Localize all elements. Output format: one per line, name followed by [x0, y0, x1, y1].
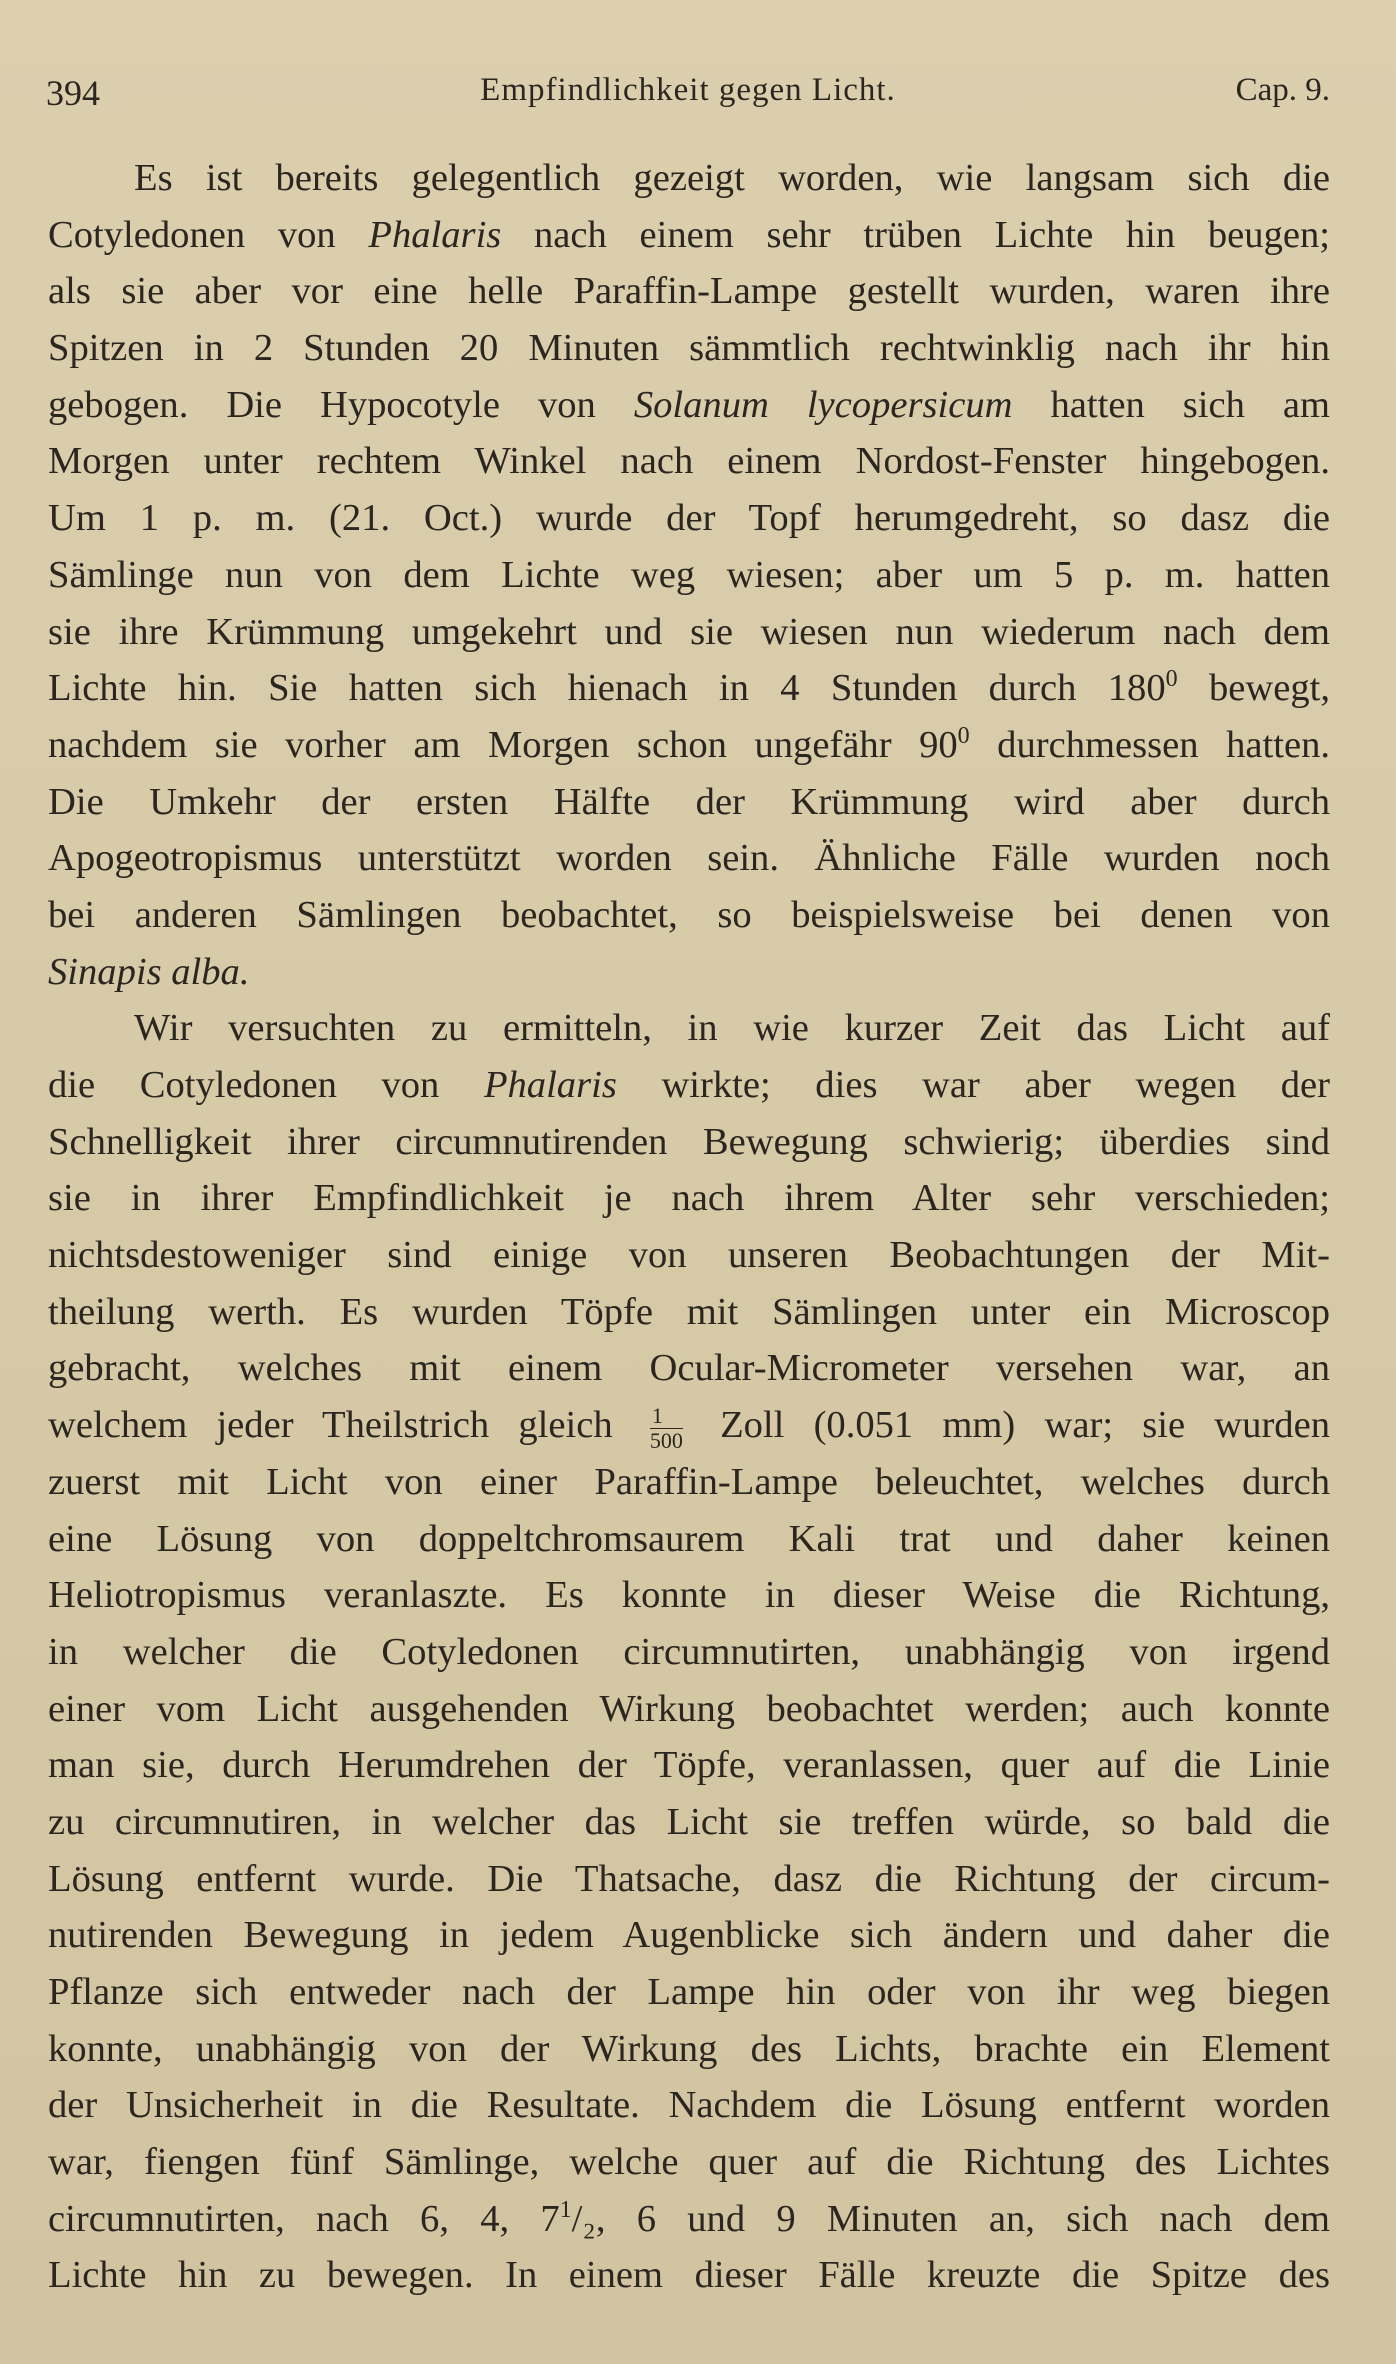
text-line	[48, 2077, 1330, 2134]
text-run: Die Umkehr der ersten Hälfte der Krümmung wird aber durch	[48, 780, 1330, 823]
text-run: durchmessen hatten.	[969, 723, 1330, 766]
text-line	[48, 1794, 1330, 1851]
text-line	[48, 320, 1330, 377]
text-line	[48, 1114, 1330, 1171]
text-run: bewegt,	[1177, 667, 1330, 710]
text-run: /₂, 6 und 9 Minuten an, sich nach dem	[571, 2197, 1330, 2240]
text-line	[48, 2247, 1330, 2304]
text-line	[48, 1964, 1330, 2021]
text-run: zuerst mit Licht von einer Paraffin-Lampe beleuchtet, welches durch	[48, 1460, 1330, 1503]
text-line	[48, 207, 1330, 264]
text-run: die Cotyledonen von	[48, 1064, 484, 1106]
text-line	[48, 1057, 1330, 1114]
text-line	[48, 774, 1330, 831]
text-run: als sie aber vor eine helle Paraffin-Lampe gestellt wurden, waren ihre	[48, 270, 1330, 313]
text-run: Schnelligkeit ihrer circumnutirenden Bewegung schwierig; überdies sind	[48, 1120, 1330, 1163]
text-run: Sämlinge nun von dem Lichte weg wiesen; aber um 5 p. m. hatten	[48, 553, 1330, 596]
text-run: wirkte; dies war aber wegen der	[616, 1064, 1330, 1106]
italic-term: Phalaris	[483, 1064, 617, 1106]
superscript: 0	[1165, 666, 1178, 693]
text-line	[48, 1000, 1330, 1057]
text-run: eine Lösung von doppeltchromsaurem Kali trat und daher keinen	[48, 1517, 1330, 1560]
text-run: nichtsdestoweniger sind einige von unseren Beobachtungen der Mit-	[48, 1234, 1330, 1277]
text-line	[48, 377, 1330, 434]
text-run: der Unsicherheit in die Resultate. Nachdem die Lösung entfernt worden	[48, 2084, 1330, 2127]
superscript: 1	[559, 2196, 572, 2223]
text-line	[48, 1907, 1330, 1964]
text-line	[48, 1624, 1330, 1681]
text-line	[48, 1227, 1330, 1284]
italic-term: Sinapis alba.	[48, 950, 250, 993]
fraction-denominator: 500	[649, 1427, 683, 1453]
text-run: Spitzen in 2 Stunden 20 Minuten sämmtlich rechtwinklig nach ihr hin	[48, 327, 1330, 370]
text-line	[48, 1454, 1330, 1511]
fraction-numerator: 1	[650, 1405, 683, 1429]
text-line	[48, 887, 1330, 944]
text-line	[48, 1284, 1330, 1341]
text-run: Pflanze sich entweder nach der Lampe hin oder von ihr weg biegen	[48, 1971, 1330, 2013]
text-line	[48, 547, 1330, 604]
text-line	[48, 944, 1330, 1001]
text-line	[48, 604, 1330, 661]
text-line	[48, 433, 1330, 490]
text-line	[48, 830, 1330, 887]
text-line	[48, 2134, 1330, 2191]
text-line	[48, 1567, 1330, 1624]
page-number: 394	[46, 73, 100, 113]
text-run: nach einem sehr trüben Lichte hin beugen;	[501, 213, 1330, 256]
text-run: hatten sich am	[1012, 383, 1330, 426]
text-run: Apogeotropismus unterstützt worden sein. Ähnliche Fälle wurden noch	[48, 837, 1330, 880]
text-run: Um 1 p. m. (21. Oct.) wurde der Topf herumgedreht, so dasz die	[48, 497, 1330, 540]
text-run: Lichte hin. Sie hatten sich hienach in 4 Stunden durch 180	[48, 667, 1166, 710]
text-run: nutirenden Bewegung in jedem Augenblicke sich ändern und daher die	[48, 1914, 1330, 1957]
italic-term: Solanum lycopersicum	[633, 383, 1013, 426]
text-line	[48, 1511, 1330, 1568]
body-text	[48, 150, 1330, 2304]
text-run: welchem jeder Theilstrich gleich	[48, 1404, 642, 1447]
chapter-label: Cap. 9.	[1235, 72, 1330, 108]
text-line	[48, 263, 1330, 320]
text-line	[48, 1170, 1330, 1227]
running-title: Empfindlichkeit gegen Licht.	[480, 72, 896, 108]
text-run: Lichte hin zu bewegen. In einem dieser Fälle kreuzte die Spitze des	[48, 2254, 1330, 2297]
text-run: in welcher die Cotyledonen circumnutirten, unabhängig von irgend	[48, 1630, 1330, 1673]
text-run: war, fiengen fünf Sämlinge, welche quer auf die Richtung des Lichtes	[48, 2141, 1330, 2184]
text-run: Wir versuchten zu ermitteln, in wie kurzer Zeit das Licht auf	[134, 1007, 1330, 1050]
text-line	[48, 490, 1330, 547]
text-run: Lösung entfernt wurde. Die Thatsache, dasz die Richtung der circum-	[48, 1857, 1330, 1900]
text-run: sie ihre Krümmung umgekehrt und sie wiesen nun wiederum nach dem	[48, 610, 1330, 653]
text-run: gebracht, welches mit einem Ocular-Micrometer versehen war, an	[48, 1347, 1330, 1390]
text-line	[48, 660, 1330, 717]
text-line	[48, 1851, 1330, 1908]
text-run: einer vom Licht ausgehenden Wirkung beobachtet werden; auch konnte	[48, 1687, 1330, 1730]
text-line	[48, 1681, 1330, 1738]
text-run: nachdem sie vorher am Morgen schon ungefähr 90	[48, 723, 958, 766]
text-run: Morgen unter rechtem Winkel nach einem Nordost-Fenster hingebogen.	[48, 440, 1330, 483]
text-line	[48, 1340, 1330, 1397]
running-header	[46, 72, 1330, 122]
text-run: circumnutirten, nach 6, 4, 7	[48, 2197, 560, 2240]
text-run: Heliotropismus veranlaszte. Es konnte in dieser Weise die Richtung,	[48, 1574, 1330, 1617]
text-run: konnte, unabhängig von der Wirkung des Lichts, brachte ein Element	[48, 2027, 1330, 2070]
text-line	[48, 1737, 1330, 1794]
text-line	[48, 717, 1330, 774]
text-run: gebogen. Die Hypocotyle von	[48, 383, 634, 426]
text-line	[48, 2021, 1330, 2078]
text-run: theilung werth. Es wurden Töpfe mit Sämlingen unter ein Microscop	[48, 1290, 1330, 1333]
text-line	[48, 150, 1330, 207]
italic-term: Phalaris	[368, 213, 502, 256]
fraction	[649, 1402, 683, 1453]
text-run: man sie, durch Herumdrehen der Töpfe, veranlassen, quer auf die Linie	[48, 1744, 1330, 1787]
text-run: Cotyledonen von	[48, 213, 369, 256]
text-line	[48, 1397, 1330, 1454]
text-run: Es ist bereits gelegentlich gezeigt worden, wie langsam sich die	[134, 157, 1330, 199]
text-run: bei anderen Sämlingen beobachtet, so beispielsweise bei denen von	[48, 893, 1330, 936]
text-run: sie in ihrer Empfindlichkeit je nach ihrem Alter sehr verschieden;	[48, 1177, 1330, 1220]
superscript: 0	[957, 722, 970, 749]
text-line	[48, 2191, 1330, 2248]
text-run: zu circumnutiren, in welcher das Licht sie treffen würde, so bald die	[48, 1800, 1330, 1843]
text-run: Zoll (0.051 mm) war; sie wurden	[690, 1404, 1330, 1447]
